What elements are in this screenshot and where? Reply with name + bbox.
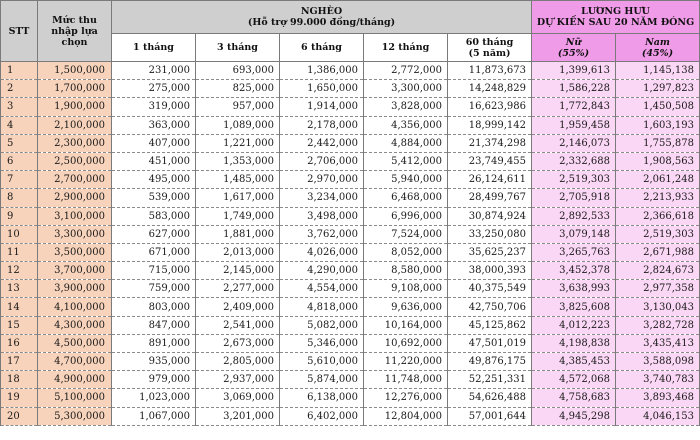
twelve-months-cell: 10,692,000 bbox=[364, 334, 448, 352]
twelve-months-cell: 2,772,000 bbox=[364, 62, 448, 80]
table-row bbox=[1, 316, 700, 334]
stt-cell: 8 bbox=[1, 189, 38, 207]
table-body bbox=[1, 62, 700, 426]
one-month-cell: 275,000 bbox=[112, 80, 196, 98]
table-row bbox=[1, 98, 700, 116]
one-month-cell: 803,000 bbox=[112, 298, 196, 316]
one-month-cell: 891,000 bbox=[112, 334, 196, 352]
male-pension-cell: 2,519,303 bbox=[616, 225, 700, 243]
six-months-cell: 4,290,000 bbox=[280, 262, 364, 280]
sixty-months-cell: 16,623,986 bbox=[448, 98, 532, 116]
stt-cell: 10 bbox=[1, 225, 38, 243]
col-1-month: 1 tháng bbox=[112, 34, 196, 62]
three-months-cell: 1,485,000 bbox=[196, 171, 280, 189]
stt-header: STT bbox=[1, 1, 38, 62]
col-6-months: 6 tháng bbox=[280, 34, 364, 62]
income-cell: 4,100,000 bbox=[38, 298, 112, 316]
sixty-months-cell: 28,499,767 bbox=[448, 189, 532, 207]
col-male-label: Nam bbox=[645, 36, 670, 48]
male-pension-cell: 3,588,098 bbox=[616, 353, 700, 371]
female-pension-cell: 1,586,228 bbox=[532, 80, 616, 98]
female-pension-cell: 3,265,763 bbox=[532, 243, 616, 261]
three-months-cell: 2,673,000 bbox=[196, 334, 280, 352]
six-months-cell: 5,874,000 bbox=[280, 371, 364, 389]
female-pension-cell: 4,385,453 bbox=[532, 353, 616, 371]
male-pension-cell: 1,145,138 bbox=[616, 62, 700, 80]
six-months-cell: 6,402,000 bbox=[280, 407, 364, 425]
six-months-cell: 5,346,000 bbox=[280, 334, 364, 352]
female-pension-cell: 4,758,683 bbox=[532, 389, 616, 407]
twelve-months-cell: 9,636,000 bbox=[364, 298, 448, 316]
one-month-cell: 363,000 bbox=[112, 116, 196, 134]
one-month-cell: 627,000 bbox=[112, 225, 196, 243]
one-month-cell: 451,000 bbox=[112, 152, 196, 170]
col-female bbox=[532, 34, 616, 62]
stt-cell: 17 bbox=[1, 353, 38, 371]
six-months-cell: 6,138,000 bbox=[280, 389, 364, 407]
income-cell: 2,300,000 bbox=[38, 134, 112, 152]
six-months-cell: 2,442,000 bbox=[280, 134, 364, 152]
sixty-months-cell: 30,874,924 bbox=[448, 207, 532, 225]
six-months-cell: 4,026,000 bbox=[280, 243, 364, 261]
table-row bbox=[1, 62, 700, 80]
table-row bbox=[1, 225, 700, 243]
pension-subtitle: DỰ KIẾN SAU 20 NĂM ĐÓNG bbox=[536, 17, 695, 28]
pension-title: LƯƠNG HƯU bbox=[581, 6, 650, 17]
table-row bbox=[1, 298, 700, 316]
female-pension-cell: 3,638,993 bbox=[532, 280, 616, 298]
twelve-months-cell: 9,108,000 bbox=[364, 280, 448, 298]
stt-cell: 20 bbox=[1, 407, 38, 425]
stt-cell: 5 bbox=[1, 134, 38, 152]
sixty-months-cell: 47,501,019 bbox=[448, 334, 532, 352]
twelve-months-cell: 5,412,000 bbox=[364, 152, 448, 170]
stt-cell: 7 bbox=[1, 171, 38, 189]
three-months-cell: 1,881,000 bbox=[196, 225, 280, 243]
table-row bbox=[1, 334, 700, 352]
twelve-months-cell: 12,804,000 bbox=[364, 407, 448, 425]
six-months-cell: 2,178,000 bbox=[280, 116, 364, 134]
three-months-cell: 2,805,000 bbox=[196, 353, 280, 371]
income-cell: 1,900,000 bbox=[38, 98, 112, 116]
stt-cell: 4 bbox=[1, 116, 38, 134]
table-row bbox=[1, 207, 700, 225]
female-pension-cell: 4,012,223 bbox=[532, 316, 616, 334]
three-months-cell: 825,000 bbox=[196, 80, 280, 98]
three-months-cell: 2,409,000 bbox=[196, 298, 280, 316]
income-cell: 4,900,000 bbox=[38, 371, 112, 389]
one-month-cell: 319,000 bbox=[112, 98, 196, 116]
one-month-cell: 407,000 bbox=[112, 134, 196, 152]
twelve-months-cell: 6,468,000 bbox=[364, 189, 448, 207]
one-month-cell: 539,000 bbox=[112, 189, 196, 207]
female-pension-cell: 3,079,148 bbox=[532, 225, 616, 243]
sixty-months-cell: 49,876,175 bbox=[448, 353, 532, 371]
female-pension-cell: 3,825,608 bbox=[532, 298, 616, 316]
table-row bbox=[1, 134, 700, 152]
twelve-months-cell: 8,052,000 bbox=[364, 243, 448, 261]
male-pension-cell: 3,740,783 bbox=[616, 371, 700, 389]
one-month-cell: 495,000 bbox=[112, 171, 196, 189]
six-months-cell: 5,610,000 bbox=[280, 353, 364, 371]
male-pension-cell: 1,603,193 bbox=[616, 116, 700, 134]
six-months-cell: 2,970,000 bbox=[280, 171, 364, 189]
three-months-cell: 3,069,000 bbox=[196, 389, 280, 407]
sixty-months-cell: 35,625,237 bbox=[448, 243, 532, 261]
table-row bbox=[1, 262, 700, 280]
three-months-cell: 1,353,000 bbox=[196, 152, 280, 170]
three-months-cell: 693,000 bbox=[196, 62, 280, 80]
three-months-cell: 1,221,000 bbox=[196, 134, 280, 152]
income-cell: 5,300,000 bbox=[38, 407, 112, 425]
sixty-months-cell: 54,626,488 bbox=[448, 389, 532, 407]
three-months-cell: 2,145,000 bbox=[196, 262, 280, 280]
col-12-months: 12 tháng bbox=[364, 34, 448, 62]
twelve-months-cell: 8,580,000 bbox=[364, 262, 448, 280]
twelve-months-cell: 4,884,000 bbox=[364, 134, 448, 152]
six-months-cell: 3,498,000 bbox=[280, 207, 364, 225]
table-row bbox=[1, 80, 700, 98]
sixty-months-cell: 38,000,393 bbox=[448, 262, 532, 280]
stt-cell: 19 bbox=[1, 389, 38, 407]
sixty-months-cell: 40,375,549 bbox=[448, 280, 532, 298]
stt-cell: 15 bbox=[1, 316, 38, 334]
twelve-months-cell: 3,300,000 bbox=[364, 80, 448, 98]
male-pension-cell: 2,671,988 bbox=[616, 243, 700, 261]
income-cell: 3,700,000 bbox=[38, 262, 112, 280]
male-pension-cell: 2,366,618 bbox=[616, 207, 700, 225]
six-months-cell: 4,818,000 bbox=[280, 298, 364, 316]
col-60-months-line1: 60 tháng bbox=[465, 36, 514, 48]
female-pension-cell: 3,452,378 bbox=[532, 262, 616, 280]
income-cell: 2,700,000 bbox=[38, 171, 112, 189]
one-month-cell: 671,000 bbox=[112, 243, 196, 261]
stt-cell: 3 bbox=[1, 98, 38, 116]
male-pension-cell: 1,908,563 bbox=[616, 152, 700, 170]
income-cell: 4,500,000 bbox=[38, 334, 112, 352]
income-cell: 4,700,000 bbox=[38, 353, 112, 371]
three-months-cell: 957,000 bbox=[196, 98, 280, 116]
table-row bbox=[1, 371, 700, 389]
male-pension-cell: 1,297,823 bbox=[616, 80, 700, 98]
sixty-months-cell: 11,873,673 bbox=[448, 62, 532, 80]
three-months-cell: 2,013,000 bbox=[196, 243, 280, 261]
female-pension-cell: 2,519,303 bbox=[532, 171, 616, 189]
poor-group-subtitle: (Hỗ trợ 99.000 đồng/tháng) bbox=[247, 17, 396, 28]
sixty-months-cell: 18,999,142 bbox=[448, 116, 532, 134]
female-pension-cell: 4,198,838 bbox=[532, 334, 616, 352]
stt-cell: 13 bbox=[1, 280, 38, 298]
six-months-cell: 4,554,000 bbox=[280, 280, 364, 298]
three-months-cell: 2,277,000 bbox=[196, 280, 280, 298]
three-months-cell: 2,937,000 bbox=[196, 371, 280, 389]
six-months-cell: 3,234,000 bbox=[280, 189, 364, 207]
three-months-cell: 3,201,000 bbox=[196, 407, 280, 425]
income-header: Mức thu nhập lựa chọn bbox=[38, 1, 112, 62]
three-months-cell: 1,749,000 bbox=[196, 207, 280, 225]
one-month-cell: 759,000 bbox=[112, 280, 196, 298]
one-month-cell: 583,000 bbox=[112, 207, 196, 225]
sixty-months-cell: 14,248,829 bbox=[448, 80, 532, 98]
six-months-cell: 1,650,000 bbox=[280, 80, 364, 98]
table-row bbox=[1, 389, 700, 407]
sixty-months-cell: 21,374,298 bbox=[448, 134, 532, 152]
female-pension-cell: 2,892,533 bbox=[532, 207, 616, 225]
sixty-months-cell: 52,251,331 bbox=[448, 371, 532, 389]
col-male bbox=[616, 34, 700, 62]
six-months-cell: 1,386,000 bbox=[280, 62, 364, 80]
income-cell: 1,500,000 bbox=[38, 62, 112, 80]
female-pension-cell: 1,959,458 bbox=[532, 116, 616, 134]
three-months-cell: 1,617,000 bbox=[196, 189, 280, 207]
male-pension-cell: 3,282,728 bbox=[616, 316, 700, 334]
income-cell: 3,100,000 bbox=[38, 207, 112, 225]
col-3-months: 3 tháng bbox=[196, 34, 280, 62]
male-pension-cell: 2,977,358 bbox=[616, 280, 700, 298]
male-pension-cell: 1,755,878 bbox=[616, 134, 700, 152]
six-months-cell: 2,706,000 bbox=[280, 152, 364, 170]
income-cell: 2,900,000 bbox=[38, 189, 112, 207]
twelve-months-cell: 7,524,000 bbox=[364, 225, 448, 243]
col-male-pct: (45%) bbox=[641, 47, 674, 59]
twelve-months-cell: 10,164,000 bbox=[364, 316, 448, 334]
table-row bbox=[1, 152, 700, 170]
sixty-months-cell: 23,749,455 bbox=[448, 152, 532, 170]
table-row bbox=[1, 407, 700, 425]
table-row bbox=[1, 243, 700, 261]
male-pension-cell: 1,450,508 bbox=[616, 98, 700, 116]
col-60-months-line2: (5 năm) bbox=[468, 47, 511, 59]
female-pension-cell: 4,945,298 bbox=[532, 407, 616, 425]
male-pension-cell: 3,893,468 bbox=[616, 389, 700, 407]
one-month-cell: 1,023,000 bbox=[112, 389, 196, 407]
stt-cell: 9 bbox=[1, 207, 38, 225]
sixty-months-cell: 42,750,706 bbox=[448, 298, 532, 316]
female-pension-cell: 2,705,918 bbox=[532, 189, 616, 207]
income-cell: 2,500,000 bbox=[38, 152, 112, 170]
sixty-months-cell: 57,001,644 bbox=[448, 407, 532, 425]
male-pension-cell: 4,046,153 bbox=[616, 407, 700, 425]
table-row bbox=[1, 189, 700, 207]
twelve-months-cell: 11,220,000 bbox=[364, 353, 448, 371]
income-cell: 1,700,000 bbox=[38, 80, 112, 98]
col-female-label: Nữ bbox=[565, 36, 582, 48]
female-pension-cell: 4,572,068 bbox=[532, 371, 616, 389]
stt-cell: 16 bbox=[1, 334, 38, 352]
one-month-cell: 979,000 bbox=[112, 371, 196, 389]
table-row bbox=[1, 280, 700, 298]
one-month-cell: 847,000 bbox=[112, 316, 196, 334]
six-months-cell: 1,914,000 bbox=[280, 98, 364, 116]
stt-cell: 11 bbox=[1, 243, 38, 261]
one-month-cell: 231,000 bbox=[112, 62, 196, 80]
poor-group-header bbox=[112, 1, 532, 34]
col-female-pct: (55%) bbox=[557, 47, 590, 59]
male-pension-cell: 2,824,673 bbox=[616, 262, 700, 280]
stt-cell: 1 bbox=[1, 62, 38, 80]
stt-cell: 2 bbox=[1, 80, 38, 98]
income-cell: 4,300,000 bbox=[38, 316, 112, 334]
sixty-months-cell: 45,125,862 bbox=[448, 316, 532, 334]
twelve-months-cell: 5,940,000 bbox=[364, 171, 448, 189]
poor-group-title: NGHÈO bbox=[300, 6, 343, 17]
twelve-months-cell: 4,356,000 bbox=[364, 116, 448, 134]
female-pension-cell: 2,146,073 bbox=[532, 134, 616, 152]
income-cell: 3,300,000 bbox=[38, 225, 112, 243]
female-pension-cell: 1,399,613 bbox=[532, 62, 616, 80]
col-60-months bbox=[448, 34, 532, 62]
twelve-months-cell: 11,748,000 bbox=[364, 371, 448, 389]
twelve-months-cell: 12,276,000 bbox=[364, 389, 448, 407]
female-pension-cell: 1,772,843 bbox=[532, 98, 616, 116]
income-cell: 3,500,000 bbox=[38, 243, 112, 261]
six-months-cell: 5,082,000 bbox=[280, 316, 364, 334]
male-pension-cell: 2,061,248 bbox=[616, 171, 700, 189]
male-pension-cell: 2,213,933 bbox=[616, 189, 700, 207]
income-cell: 3,900,000 bbox=[38, 280, 112, 298]
table-row bbox=[1, 171, 700, 189]
table-row bbox=[1, 353, 700, 371]
sixty-months-cell: 26,124,611 bbox=[448, 171, 532, 189]
table-row bbox=[1, 116, 700, 134]
income-cell: 2,100,000 bbox=[38, 116, 112, 134]
male-pension-cell: 3,435,413 bbox=[616, 334, 700, 352]
sixty-months-cell: 33,250,080 bbox=[448, 225, 532, 243]
stt-cell: 12 bbox=[1, 262, 38, 280]
three-months-cell: 1,089,000 bbox=[196, 116, 280, 134]
six-months-cell: 3,762,000 bbox=[280, 225, 364, 243]
stt-cell: 6 bbox=[1, 152, 38, 170]
twelve-months-cell: 6,996,000 bbox=[364, 207, 448, 225]
stt-cell: 18 bbox=[1, 371, 38, 389]
one-month-cell: 1,067,000 bbox=[112, 407, 196, 425]
one-month-cell: 935,000 bbox=[112, 353, 196, 371]
pension-header bbox=[532, 1, 700, 34]
three-months-cell: 2,541,000 bbox=[196, 316, 280, 334]
stt-cell: 14 bbox=[1, 298, 38, 316]
female-pension-cell: 2,332,688 bbox=[532, 152, 616, 170]
male-pension-cell: 3,130,043 bbox=[616, 298, 700, 316]
twelve-months-cell: 3,828,000 bbox=[364, 98, 448, 116]
one-month-cell: 715,000 bbox=[112, 262, 196, 280]
income-cell: 5,100,000 bbox=[38, 389, 112, 407]
